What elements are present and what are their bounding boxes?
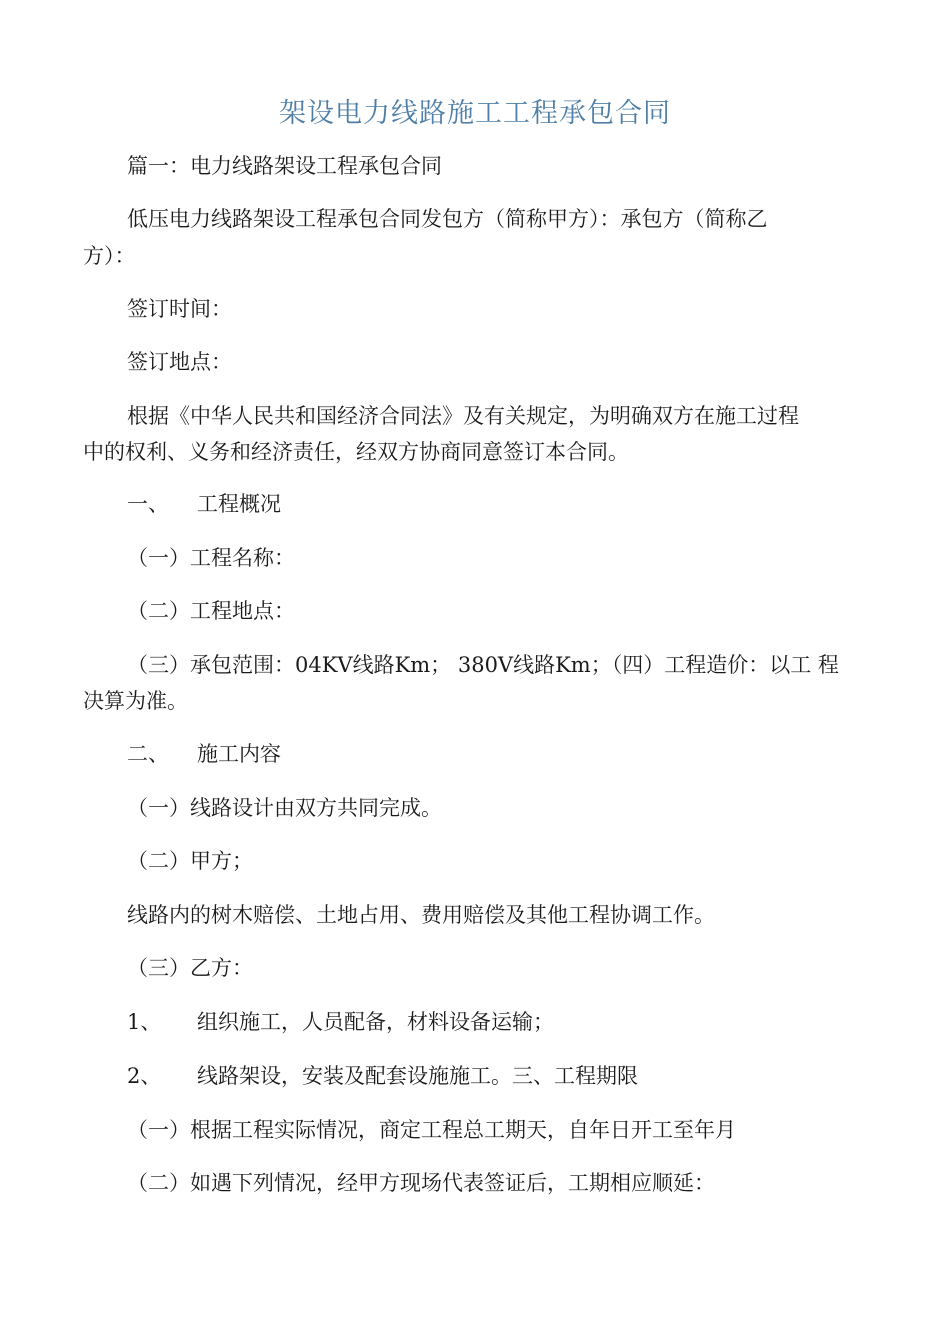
list-number: 2、	[127, 1064, 162, 1088]
section-heading-text: 施工内容	[197, 742, 281, 766]
section-heading	[127, 739, 281, 769]
text-line: （三）乙方：	[127, 956, 253, 980]
section-number: 二、	[127, 742, 169, 766]
text-line: 方）：	[83, 244, 136, 268]
list-item-text: 组织施工，人员配备，材料设备运输；	[197, 1010, 554, 1034]
list-number: 1、	[127, 1010, 162, 1034]
text-line: （一）根据工程实际情况，商定工程总工期天，自年日开工至年月	[127, 1118, 736, 1142]
text-line: （二）甲方；	[127, 849, 253, 873]
section-heading-text: 工程概况	[197, 492, 281, 516]
section-number: 一、	[127, 492, 169, 516]
text-line: （三）承包范围：04KV线路Km； 380V线路Km；（四）工程造价：以工 程	[127, 653, 839, 677]
text-line: 线路内的树木赔偿、土地占用、费用赔偿及其他工程协调工作。	[127, 903, 715, 927]
text-line: （一）工程名称：	[127, 546, 295, 570]
text-line: 签订地点：	[127, 350, 232, 374]
text-line: 低压电力线路架设工程承包合同发包方（简称甲方）：承包方（简称乙	[127, 207, 768, 231]
text-line: 签订时间：	[127, 297, 232, 321]
text-line: 根据《中华人民共和国经济合同法》及有关规定，为明确双方在施工过程	[127, 404, 799, 428]
text-line: 中的权利、义务和经济责任，经双方协商同意签订本合同。	[83, 440, 629, 464]
document-title: 架设电力线路施工工程承包合同	[279, 98, 671, 129]
text-line: 篇一：电力线路架设工程承包合同	[127, 154, 442, 178]
list-item	[127, 1061, 638, 1091]
list-item-text: 线路架设，安装及配套设施施工。三、工程期限	[197, 1064, 638, 1088]
text-line: 决算为准。	[83, 689, 188, 713]
text-line: （二）工程地点：	[127, 599, 295, 623]
section-heading	[127, 489, 281, 519]
text-line: （一）线路设计由双方共同完成。	[127, 796, 442, 820]
list-item	[127, 1007, 554, 1037]
text-line: （二）如遇下列情况，经甲方现场代表签证后，工期相应顺延：	[127, 1171, 715, 1195]
